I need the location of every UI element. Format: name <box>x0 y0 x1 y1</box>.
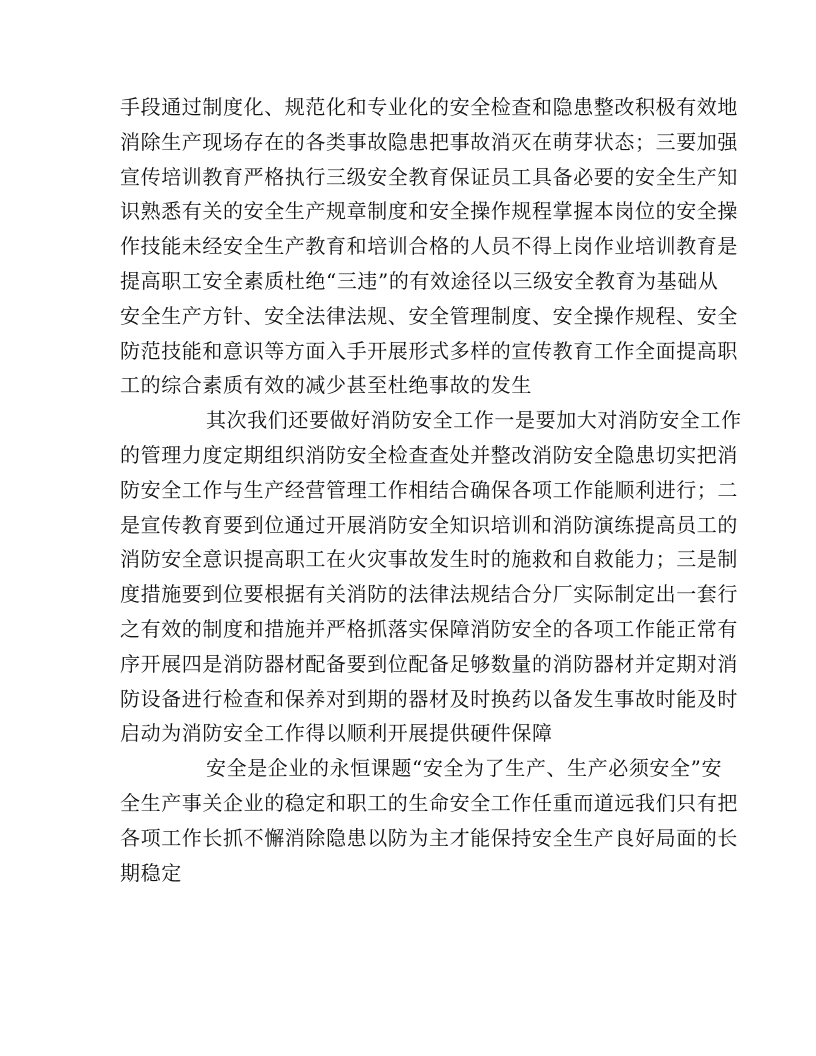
text-line: 各项工作长抓不懈消除隐患以防为主才能保持安全生产良好局面的长 <box>120 825 738 850</box>
text-line: 之有效的制度和措施并严格抓落实保障消防安全的各项工作能正常有 <box>120 616 738 641</box>
text-line: 防设备进行检查和保养对到期的器材及时换药以备发生事故时能及时 <box>120 686 738 711</box>
text-line: 消防安全意识提高职工在火灾事故发生时的施救和自救能力；三是制 <box>120 547 738 572</box>
text-line: 期稳定 <box>120 860 182 885</box>
text-line: 宣传培训教育严格执行三级安全教育保证员工具备必要的安全生产知 <box>120 164 738 189</box>
text-line: 安全生产方针、安全法律法规、安全管理制度、安全操作规程、安全 <box>120 303 738 328</box>
text-line: 启动为消防安全工作得以顺利开展提供硬件保障 <box>120 721 553 746</box>
text-line: 识熟悉有关的安全生产规章制度和安全操作规程掌握本岗位的安全操 <box>120 199 738 224</box>
document-body <box>120 90 742 890</box>
text-line: 工的综合素质有效的减少甚至杜绝事故的发生 <box>120 373 532 398</box>
paragraph-start-line: 安全是企业的永恒课题“安全为了生产、生产必须安全”安 <box>206 756 723 781</box>
paragraph-start-line: 其次我们还要做好消防安全工作一是要加大对消防安全工作 <box>206 408 742 433</box>
text-line: 防范技能和意识等方面入手开展形式多样的宣传教育工作全面提高职 <box>120 338 738 363</box>
text-line: 的管理力度定期组织消防安全检查查处并整改消防安全隐患切实把消 <box>120 442 738 467</box>
text-line: 防安全工作与生产经营管理工作相结合确保各项工作能顺利进行；二 <box>120 477 738 502</box>
text-line: 作技能未经安全生产教育和培训合格的人员不得上岗作业培训教育是 <box>120 234 738 259</box>
text-line: 提高职工安全素质杜绝“三违”的有效途径以三级安全教育为基础从 <box>120 268 719 293</box>
text-line: 手段通过制度化、规范化和专业化的安全检查和隐患整改积极有效地 <box>120 95 738 119</box>
text-line: 全生产事关企业的稳定和职工的生命安全工作任重而道远我们只有把 <box>120 790 738 815</box>
text-line: 度措施要到位要根据有关消防的法律法规结合分厂实际制定出一套行 <box>120 582 738 607</box>
text-line: 是宣传教育要到位通过开展消防安全知识培训和消防演练提高员工的 <box>120 512 738 537</box>
text-line: 序开展四是消防器材配备要到位配备足够数量的消防器材并定期对消 <box>120 651 738 676</box>
text-line: 消除生产现场存在的各类事故隐患把事故消灭在萌芽状态；三要加强 <box>120 129 738 154</box>
